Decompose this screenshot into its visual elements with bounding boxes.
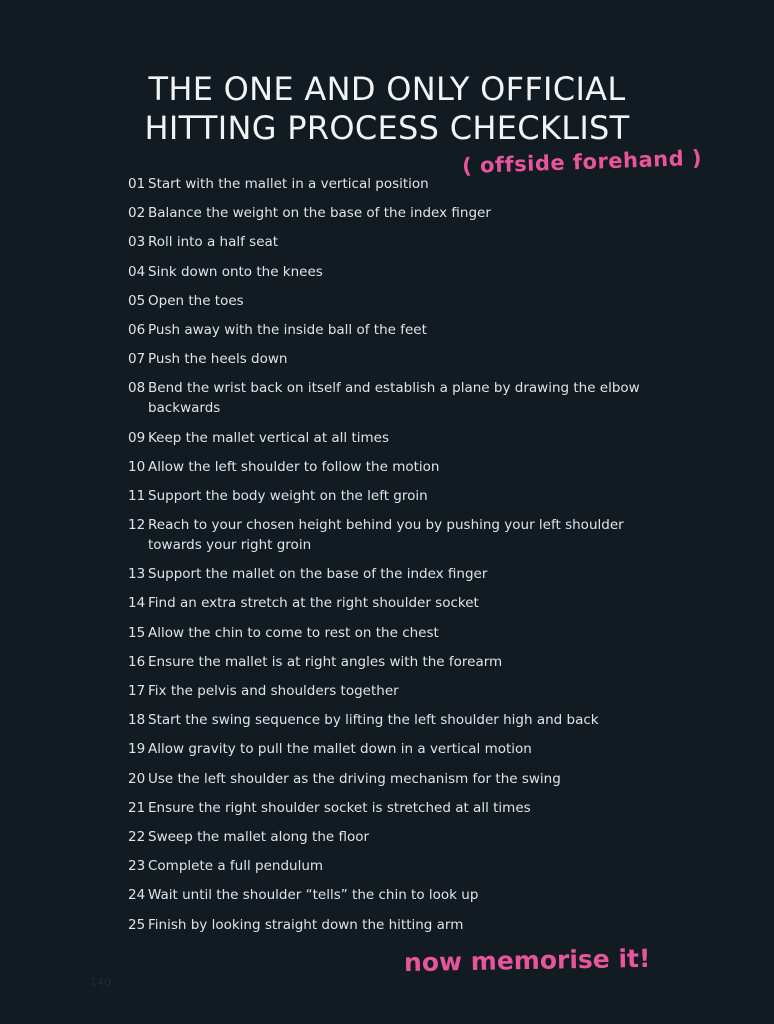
item-number: 10 (128, 458, 146, 475)
item-text: Support the body weight on the left groin (148, 487, 428, 504)
checklist-item (128, 681, 668, 701)
checklist-item (128, 885, 668, 905)
item-text: Support the mallet on the base of the index finger (148, 566, 488, 583)
title-line-1: THE ONE AND ONLY OFFICIAL (148, 70, 626, 108)
item-number: 21 (128, 799, 146, 816)
item-number: 15 (128, 624, 146, 641)
item-number: 13 (128, 566, 146, 583)
checklist-item (128, 457, 668, 477)
checklist-item (128, 486, 668, 506)
item-number: 02 (128, 205, 146, 222)
item-text: Push the heels down (148, 351, 288, 368)
item-text: Allow gravity to pull the mallet down in a vertical motion (148, 741, 532, 758)
checklist-item (128, 564, 668, 584)
item-number: 12 (128, 517, 146, 534)
item-number: 01 (128, 176, 146, 192)
item-text: Ensure the mallet is at right angles with the forearm (148, 653, 503, 670)
footer-note: now memorise it! (403, 943, 651, 978)
item-number: 25 (128, 916, 146, 933)
checklist-item (128, 515, 668, 555)
item-number: 24 (128, 887, 146, 904)
item-number: 18 (128, 712, 146, 729)
item-text: Sink down onto the knees (148, 263, 323, 280)
item-text: Sweep the mallet along the floor (148, 828, 370, 845)
item-text: Complete a full pendulum (148, 858, 324, 875)
item-text: Balance the weight on the base of the index finger (148, 205, 491, 222)
checklist-item (128, 769, 668, 789)
item-number: 19 (128, 741, 146, 758)
checklist-item (128, 262, 668, 282)
item-text: Roll into a half seat (148, 234, 279, 251)
item-number: 14 (128, 595, 146, 612)
checklist-item (128, 739, 668, 759)
item-text: Reach to your chosen height behind you by pushing your left shoulder towards your right groin (148, 517, 624, 554)
checklist-item (128, 174, 668, 194)
title-line-2: HITTING PROCESS CHECKLIST (144, 109, 630, 147)
item-text: Push away with the inside ball of the feet (148, 321, 427, 338)
checklist (128, 174, 668, 944)
item-text: Keep the mallet vertical at all times (148, 429, 389, 446)
checklist-item (128, 915, 668, 935)
checklist-item (128, 623, 668, 643)
checklist-item (128, 232, 668, 252)
item-number: 22 (128, 828, 146, 845)
item-number: 23 (128, 858, 146, 875)
item-number: 08 (128, 380, 146, 397)
item-text: Allow the chin to come to rest on the chest (148, 624, 439, 641)
checklist-item (128, 856, 668, 876)
checklist-item (128, 349, 668, 369)
checklist-item (128, 378, 668, 418)
item-number: 09 (128, 429, 146, 446)
item-text: Open the toes (148, 292, 244, 309)
checklist-item (128, 593, 668, 613)
item-text: Start the swing sequence by lifting the left shoulder high and back (148, 712, 599, 729)
item-number: 07 (128, 351, 146, 368)
item-number: 04 (128, 263, 146, 280)
checklist-item (128, 798, 668, 818)
item-number: 16 (128, 653, 146, 670)
checklist-item (128, 291, 668, 311)
checklist-item (128, 428, 668, 448)
checklist-item (128, 710, 668, 730)
item-text: Find an extra stretch at the right shoulder socket (148, 595, 479, 612)
item-text: Start with the mallet in a vertical position (148, 176, 429, 192)
page-number: 140 (90, 976, 111, 989)
item-text: Ensure the right shoulder socket is stretched at all times (148, 799, 531, 816)
page-title (0, 70, 774, 148)
item-number: 06 (128, 321, 146, 338)
item-text: Finish by looking straight down the hitting arm (148, 916, 464, 933)
checklist-item (128, 652, 668, 672)
item-number: 05 (128, 292, 146, 309)
item-text: Bend the wrist back on itself and establish a plane by drawing the elbow backwards (148, 380, 640, 417)
checklist-item (128, 827, 668, 847)
subtitle: ( offside forehand ) (461, 145, 703, 179)
item-number: 20 (128, 770, 146, 787)
item-number: 17 (128, 683, 146, 699)
item-text: Use the left shoulder as the driving mechanism for the swing (148, 770, 561, 787)
checklist-item (128, 203, 668, 223)
item-text: Fix the pelvis and shoulders together (148, 683, 399, 699)
item-text: Allow the left shoulder to follow the motion (148, 458, 440, 475)
checklist-item (128, 320, 668, 340)
item-text: Wait until the shoulder “tells” the chin to look up (148, 887, 479, 904)
item-number: 11 (128, 487, 146, 504)
item-number: 03 (128, 234, 146, 251)
